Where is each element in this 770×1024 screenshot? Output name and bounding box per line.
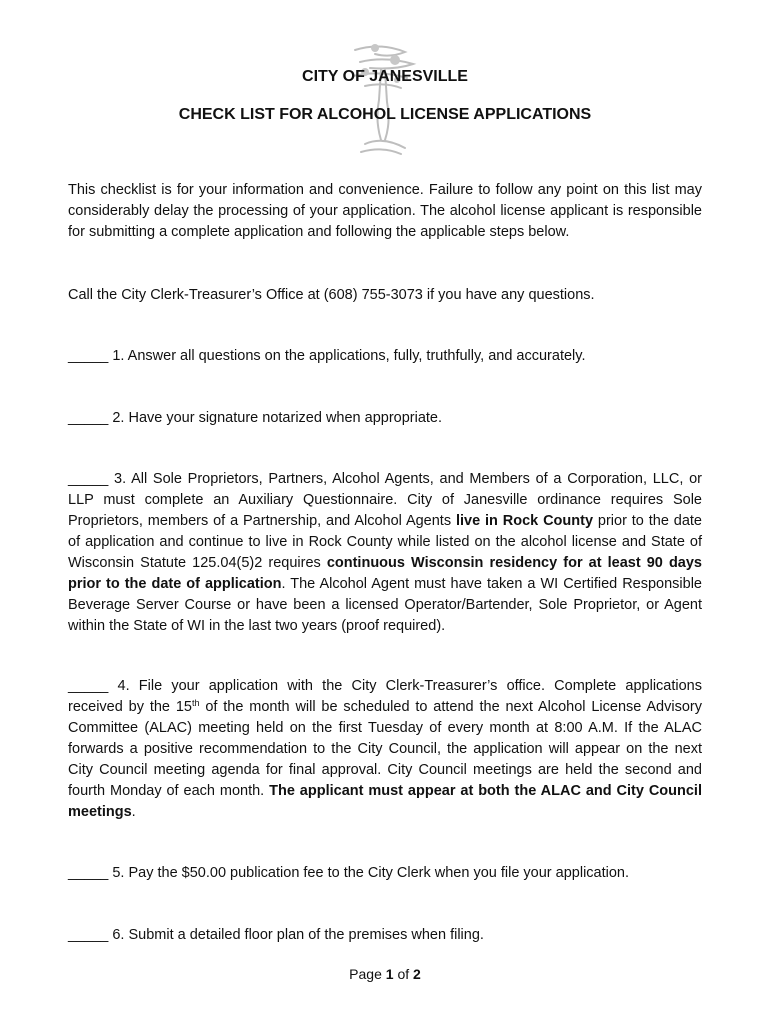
footer-total-pages: 2 xyxy=(413,966,421,982)
item3-text-e: . The Alcohol Agent must have taken a WI Certified Responsible Beverage Server Course or have been a licensed Operator/Bartender, Sole Proprietor, or Agent within the State of WI in the last two years (proof required). xyxy=(68,576,702,634)
checklist-item-1: _____ 1. Answer all questions on the applications, fully, truthfully, and accurately. xyxy=(68,348,586,364)
item3-text-a: _____ 3. All Sole Proprietors, Partners, Alcohol Agents, and Members of a Corporation, LLC, or LLP must complete an Auxiliary Questionnaire. City of Janesville ordinance requires Sole Proprietors, members of a Partnership, and Alcohol Agents xyxy=(68,471,702,529)
item4-text-d: . xyxy=(131,804,136,820)
checklist-item-2: _____ 2. Have your signature notarized when appropriate. xyxy=(68,410,443,426)
item4-bold-appear: The applicant must appear at both the ALAC and City Council meetings xyxy=(68,783,702,820)
item4-text-b: of the month will be scheduled to attend the next Alcohol License Advisory Committee (ALAC) meeting held on the first Tuesday of every month at 8:00 A.M. If the ALAC forwards a positive recommendation to the City Council, the application will appear on the next City Council meeting agenda for final approval. City Council meetings are held the second and fourth Monday of each month. xyxy=(68,699,702,799)
checklist-item-5: _____ 5. Pay the $50.00 publication fee to the City Clerk when you file your application. xyxy=(68,865,630,881)
checklist-item-4 xyxy=(68,676,702,823)
city-title: CITY OF JANESVILLE xyxy=(302,68,468,85)
item3-bold-residency: continuous Wisconsin residency for at least 90 days prior to the date of application xyxy=(68,555,702,592)
item3-bold-rock-county: live in Rock County xyxy=(455,513,594,529)
contact-paragraph: Call the City Clerk-Treasurer’s Office at (608) 755-3073 if you have any questions. xyxy=(68,287,595,303)
footer-page-word: Page xyxy=(349,966,386,982)
intro-paragraph: This checklist is for your information and convenience. Failure to follow any point on this list may considerably delay the processing of your application. The alcohol license applicant is responsible for submitting a complete application and following the applicable steps below. xyxy=(68,182,702,240)
footer-current-page: 1 xyxy=(385,966,394,982)
page-footer xyxy=(0,966,770,982)
checklist-item-3 xyxy=(68,469,702,637)
document-title: CHECK LIST FOR ALCOHOL LICENSE APPLICATIONS xyxy=(178,106,592,123)
checklist-item-6: _____ 6. Submit a detailed floor plan of the premises when filing. xyxy=(68,927,484,943)
item4-text-a: _____ 4. File your application with the City Clerk-Treasurer’s office. Complete applications received by the 15 xyxy=(68,678,702,715)
item3-text-c: prior to the date of application and continue to live in Rock County while listed on the alcohol license and State of Wisconsin Statute 125.04(5)2 requires xyxy=(68,513,702,571)
footer-of-word: of xyxy=(393,966,414,982)
city-logo-watermark xyxy=(335,40,425,158)
item4-superscript: th xyxy=(191,698,200,708)
